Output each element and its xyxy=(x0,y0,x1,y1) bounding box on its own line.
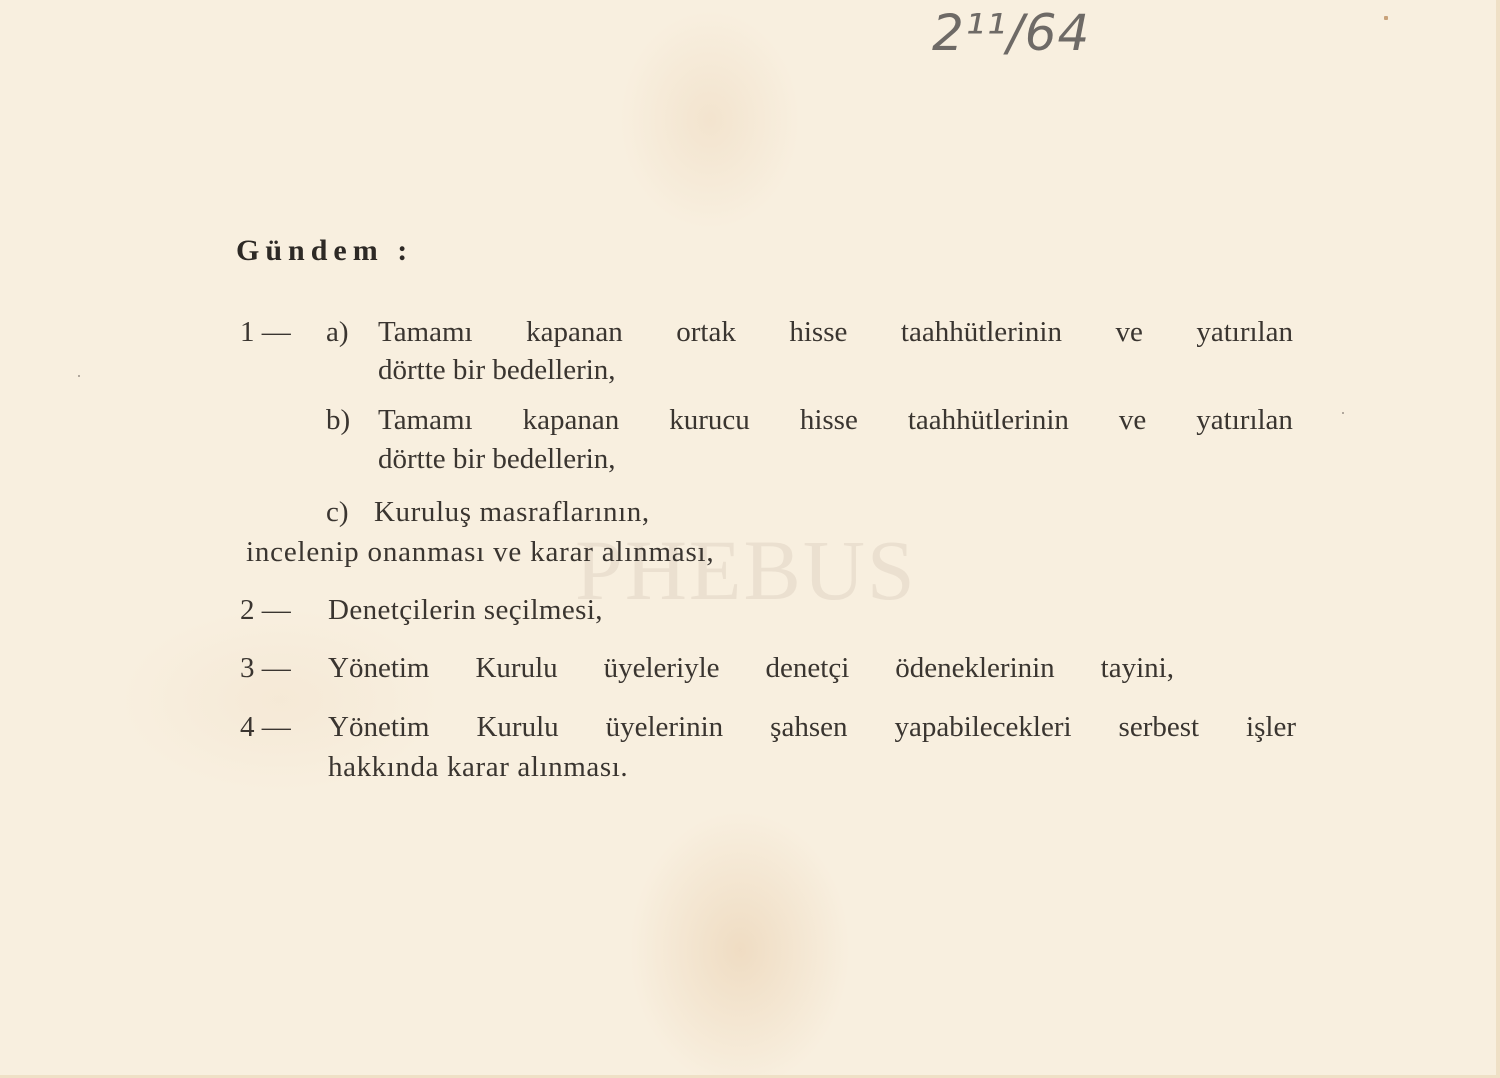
word: ve xyxy=(1118,404,1147,436)
word: tayini, xyxy=(1100,652,1174,684)
word: kurucu xyxy=(669,404,750,436)
paper-speck xyxy=(78,375,80,377)
word: şahsen xyxy=(770,711,848,743)
word: hisse xyxy=(799,404,858,436)
word: denetçi xyxy=(765,652,850,684)
paper-speck xyxy=(1384,16,1388,20)
item-1-closing: incelenip onanması ve karar alınması, xyxy=(246,536,715,568)
item-2-line1: Denetçilerin seçilmesi, xyxy=(328,594,603,626)
item-3-number: 3 — xyxy=(240,652,291,684)
word: Kurulu xyxy=(475,652,558,684)
item-4-number: 4 — xyxy=(240,711,291,743)
word: Kurulu xyxy=(476,711,559,743)
word: üyeleriyle xyxy=(603,652,720,684)
word: yatırılan xyxy=(1196,404,1293,436)
item-1c-label: c) xyxy=(326,496,349,528)
item-1b-line2: dörtte bir bedellerin, xyxy=(378,443,616,475)
word: hisse xyxy=(789,316,848,348)
word: yatırılan xyxy=(1196,316,1293,348)
watermark: PHEBUS xyxy=(575,522,917,618)
handwritten-note: 2¹¹/64 xyxy=(932,4,1091,62)
word: serbest xyxy=(1118,711,1200,743)
word: kapanan xyxy=(526,316,623,348)
agenda-title: Gündem : xyxy=(236,234,414,267)
item-1b-line1 xyxy=(378,404,1293,437)
word: Yönetim xyxy=(328,711,430,743)
item-3-line1 xyxy=(328,652,1174,685)
word: taahhütlerinin xyxy=(900,316,1062,348)
item-1c-line1: Kuruluş masraflarının, xyxy=(374,496,650,528)
item-1a-label: a) xyxy=(326,316,349,348)
item-1a-line1 xyxy=(378,316,1293,349)
word: kapanan xyxy=(522,404,620,436)
word: ve xyxy=(1115,316,1143,348)
item-1a-line2: dörtte bir bedellerin, xyxy=(378,354,616,386)
item-1b-label: b) xyxy=(326,404,351,436)
word: ödeneklerinin xyxy=(895,652,1055,684)
item-4-line1 xyxy=(328,711,1296,744)
item-4-line2: hakkında karar alınması. xyxy=(328,751,629,783)
word: işler xyxy=(1246,711,1296,743)
word: üyelerinin xyxy=(605,711,724,743)
paper-speck xyxy=(1342,412,1344,414)
item-2-number: 2 — xyxy=(240,594,291,626)
word: Tamamı xyxy=(378,404,473,436)
word: ortak xyxy=(676,316,736,348)
word: yapabilecekleri xyxy=(894,711,1072,743)
item-1-number: 1 — xyxy=(240,316,291,348)
word: Yönetim xyxy=(328,652,430,684)
word: taahhütlerinin xyxy=(907,404,1069,436)
word: Tamamı xyxy=(378,316,473,348)
